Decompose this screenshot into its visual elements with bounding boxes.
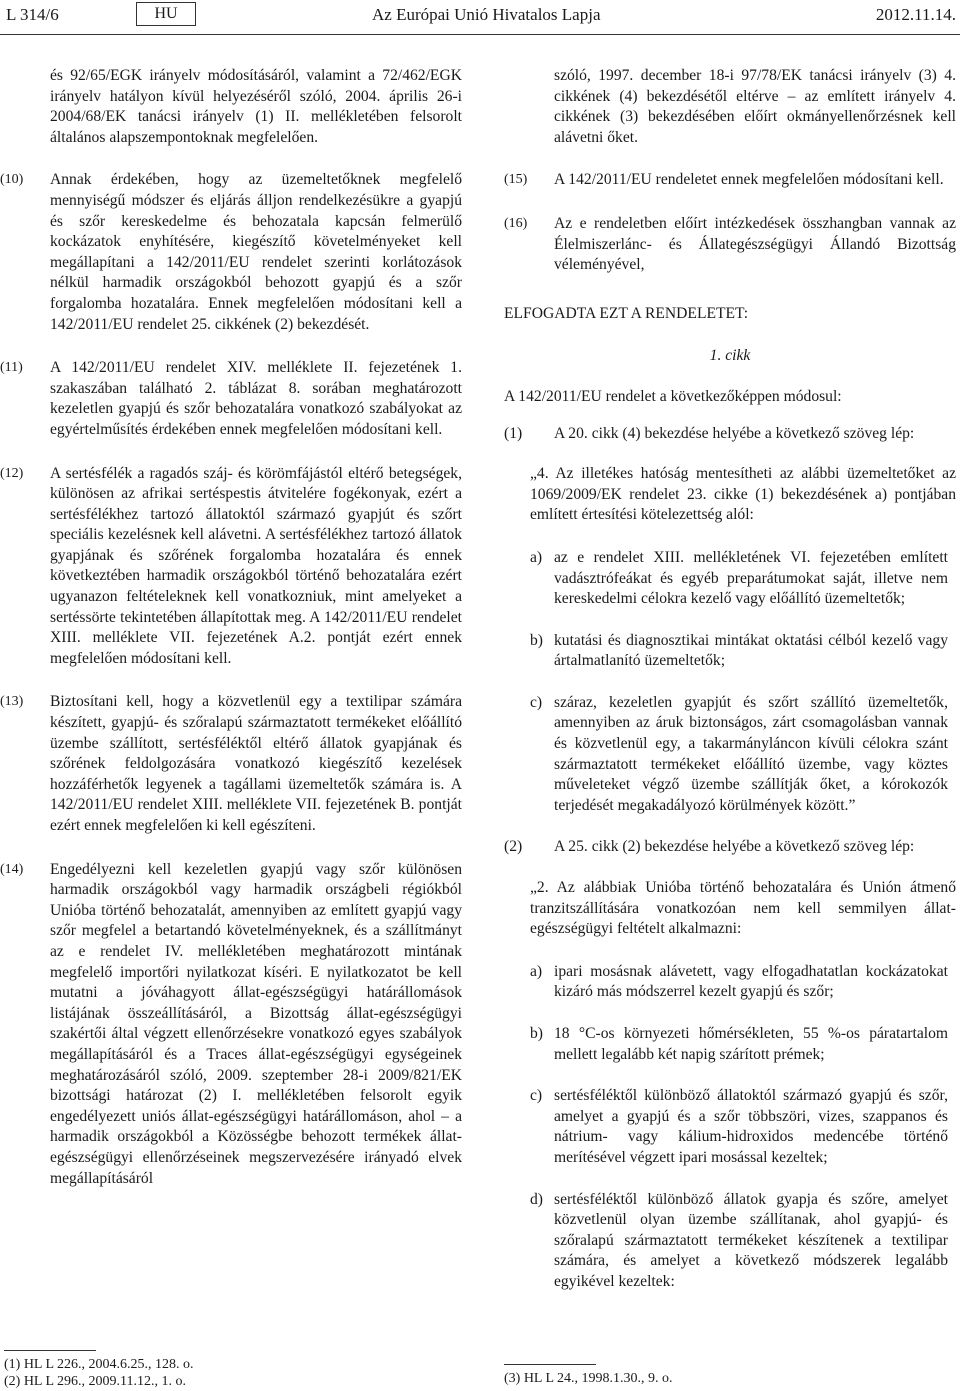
- item-text: kutatási és diagnosztikai mintákat oktatási célból kezelő vagy ártalmatlanító üzemeltetők;: [554, 631, 948, 670]
- recital-13: [0, 692, 462, 836]
- list-item: [504, 1086, 956, 1168]
- recital-number: (13): [0, 694, 24, 710]
- amendment-text: A 20. cikk (4) bekezdése helyébe a következő szöveg lép:: [554, 424, 915, 442]
- right-intro-paragraph: szóló, 1997. december 18-i 97/78/EK tanácsi irányelv (3) 4. cikkének (4) bekezdésétől eltérve – az említett irányelv 4. cikkének (3) bekezdésében előírt okmányellenőrzésnek kell alávetni őket.: [554, 67, 956, 146]
- recital-16: [504, 214, 956, 276]
- recital-text: A 142/2011/EU rendelet XIV. melléklete II. fejezetének 1. szakaszában található 2. táblázat 8. sorában meghatározott kezeletlen gyapjú és szőr behozatalára vonatkozó szabályokat az egyértelműsítés érdekében ennek megfelelően módosítani kell.: [50, 359, 462, 438]
- recital-12: [0, 464, 462, 670]
- item-text: ipari mosásnak alávetett, vagy elfogadhatatlan kockázatokat kizáró más módszerrel kezelt gyapjú és szőr;: [554, 962, 948, 1001]
- page-number: L 314/6: [6, 5, 59, 24]
- item-label: a): [530, 548, 543, 566]
- publication-date: 2012.11.14.: [875, 5, 956, 24]
- list-item: [504, 1024, 956, 1065]
- footnote-2: (2) HL L 296., 2009.11.12., 1. o.: [4, 1374, 186, 1389]
- item-label: b): [530, 1025, 543, 1042]
- amendment-1: [504, 424, 956, 445]
- item-text: sertésféléktől különböző állatoktól származó gyapjú és szőr, amelyet a gyapjú és a szőr többszöri, vizes, szappanos és nátrium- vagy kálium-hidroxidos medencébe történő merítésével végzett ipari mosással kezeltek;: [554, 1087, 948, 1166]
- footnote-1: (1) HL L 226., 2004.6.25., 128. o.: [4, 1357, 194, 1372]
- list-item: [504, 1190, 956, 1293]
- item-text: az e rendelet XIII. mellékletének VI. fejezetében említett vadásztrófeákat és egyéb preparátumokat saját, illetve nem kereskedelmi célokra kezelő vagy előállító üzemeltetők;: [554, 548, 948, 608]
- amended-paragraph-4: „4. Az illetékes hatóság mentesítheti az alábbi üzemeltetőket az 1069/2009/EK rendelet 23. cikke (1) bekezdésének a) pontjában említett értesítési kötelezettség alól:: [530, 465, 956, 524]
- item-label: b): [530, 631, 543, 649]
- recital-number: (15): [504, 172, 528, 188]
- page-header: [0, 0, 960, 34]
- recital-number: (16): [504, 215, 528, 231]
- item-text: száraz, kezeletlen gyapjút és szőrt szállító üzemeltetők, amennyiben az áruk biztonságos, zárt csomagolásban vannak és közvetlenül egy, a takarmányláncon kívüli célokra szánt származtatott termékeket előállító üzembe, vagy köztes műveleteket végző üzembe szállítják őket, a kórokozók terjedését megakadályozó körülmények között.”: [554, 693, 948, 814]
- amended-paragraph-2: „2. Az alábbiak Unióba történő behozatalára és Unión átmenő tranzitszállítására vonatkozóan nem kell semmilyen állat-egészségügyi feltételt alkalmazni:: [530, 879, 956, 938]
- amendment-2: [504, 837, 956, 858]
- language-badge: HU: [136, 2, 196, 26]
- item-text: 18 °C-os környezeti hőmérsékleten, 55 %-os páratartalom mellett legalább két napig szárított prémek;: [554, 1025, 948, 1063]
- recital-text: Engedélyezni kell kezeletlen gyapjú vagy szőr különösen harmadik országokból vagy harmadik országbeli régiókból Unióba történő behozatalát, amennyiben az említett gyapjú vagy szőr megfelel a betartandó követelményeknek, és a szállítmányt az e rendelet IV. mellékletében meghatározott mintának megfelelő importőri nyilatkozat kíséri. E nyilatkozatot be kell mutatni a jóváhagyott állat-egészségügyi határállomások listájának összeállításáról, a Bizottság állat-egészségügyi szakértői által végzett ellenőrzésekre vonatkozó egyes szabályok megállapításáról és a Traces állat-egészségügyi egységeinek meghatározásáról szóló, 2009. szeptember 28-i 2009/821/EK bizottsági határozat (2) I. mellékletében felsorolt egyik engedélyezett uniós állat-egészségügyi határállomáson, ahol – a harmadik országokból a Közösségbe behozott termékek állat-egészségügyi ellenőrzéseinek megszervezésére irányadó elvek megállapításáról: [50, 860, 462, 1187]
- item-label: c): [530, 1087, 543, 1105]
- recital-text: Az e rendeletben előírt intézkedések összhangban vannak az Élelmiszerlánc- és Állategészségügyi Állandó Bizottság véleményével,: [554, 214, 956, 274]
- left-column: [0, 66, 462, 1212]
- journal-title: Az Európai Unió Hivatalos Lapja: [372, 5, 601, 24]
- amendment-number: (1): [504, 424, 523, 442]
- footnote-3: (3) HL L 24., 1998.1.30., 9. o.: [504, 1371, 673, 1386]
- list-item: [504, 631, 956, 672]
- recital-text: Annak érdekében, hogy az üzemeltetőknek megfelelő mennyiségű módszer és eljárás álljon rendelkezésükre a gyapjú és szőr kereskedelme és behozatala kapcsán felmerülő kockázatok enyhítésére, kiegészítő követelményeket kell megállapítani a 142/2011/EU rendelet szerinti korlátozások nélkül harmadik országokból behozott gyapjú és a szőr forgalomba hozatalára. Ennek megfelelően módosítani kell a 142/2011/EU rendelet 25. cikkének (2) bekezdését.: [50, 171, 462, 333]
- adoption-formula: ELFOGADTA EZT A RENDELETET:: [504, 304, 749, 322]
- right-column: [504, 66, 956, 1314]
- item-label: a): [530, 962, 543, 980]
- recital-15: [504, 170, 956, 191]
- left-intro-paragraph: és 92/65/EGK irányelv módosításáról, valamint a 72/462/EGK irányelv hatályon kívül helyezéséről szóló, 2004. április 26-i 2004/68/EK tanácsi irányelv (1) II. mellékletében felsorolt általános alapszempontoknak megfelelően.: [50, 67, 462, 146]
- list-item: [504, 693, 956, 817]
- recital-number: (10): [0, 172, 24, 188]
- list-item: [504, 548, 956, 610]
- recital-text: A 142/2011/EU rendeletet ennek megfelelően módosítani kell.: [554, 171, 944, 189]
- recital-10: [0, 170, 462, 335]
- recital-text: Biztosítani kell, hogy a közvetlenül egy a textilipar számára készített, gyapjú- és szőralapú származtatott termékeket előállító üzembe szállított, sertésféléktől eltérő állatok gyapjának és szőrének feldolgozására vonatkozó kiegészítő kezelések hozzáférhetők legyenek a tagállami üzemeltetők számára is. A 142/2011/EU rendelet XIII. melléklete VII. fejezetének B. pontját ezért ennek megfelelően ki kell egészíteni.: [50, 693, 462, 834]
- recital-number: (12): [0, 465, 24, 481]
- article-heading: 1. cikk: [709, 347, 751, 365]
- header-rule: [0, 34, 960, 35]
- recital-text: A sertésfélék a ragadós száj- és körömfájástól eltérő betegségek, különösen az afrikai sertéspestis átvitelére fogékonyak, ezért a sertésfélékhez tartozó állatoktól származó gyapjút és szőrt speciális kezelésnek kell alávetni. A sertésfélékhez tartozó állatok gyapjának és szőrének forgalomba hozatalára és ennek következtében harmadik országokból történő behozatalára ezért ugyanazon feltételeknek kell vonatkozniuk, mint amelyeket a sertéssörte tekintetében állapítottak meg. A 142/2011/EU rendelet XIII. melléklete VII. fejezetének A.2. pontját ezért ennek megfelelően módosítani kell.: [50, 464, 462, 667]
- amendment-number: (2): [504, 838, 523, 856]
- footnote-rule-right: [504, 1364, 596, 1365]
- item-label: c): [530, 693, 543, 711]
- item-label: d): [530, 1190, 543, 1208]
- item-text: sertésféléktől különböző állatok gyapja és szőre, amelyet közvetlenül olyan üzembe szállítanak, ahol gyapjú- és szőralapú származtatott termékeket készítenek a textilipar számára, és amelyet a következő módszerek legalább egyikével kezeltek:: [554, 1190, 948, 1290]
- recital-number: (14): [0, 861, 24, 877]
- recital-number: (11): [0, 360, 23, 376]
- footnote-rule-left: [4, 1350, 96, 1351]
- recital-14: [0, 860, 462, 1190]
- article-intro: A 142/2011/EU rendelet a következőképpen módosul:: [504, 387, 842, 405]
- recital-11: [0, 358, 462, 440]
- list-item: [504, 962, 956, 1003]
- amendment-text: A 25. cikk (2) bekezdése helyébe a következő szöveg lép:: [554, 838, 915, 856]
